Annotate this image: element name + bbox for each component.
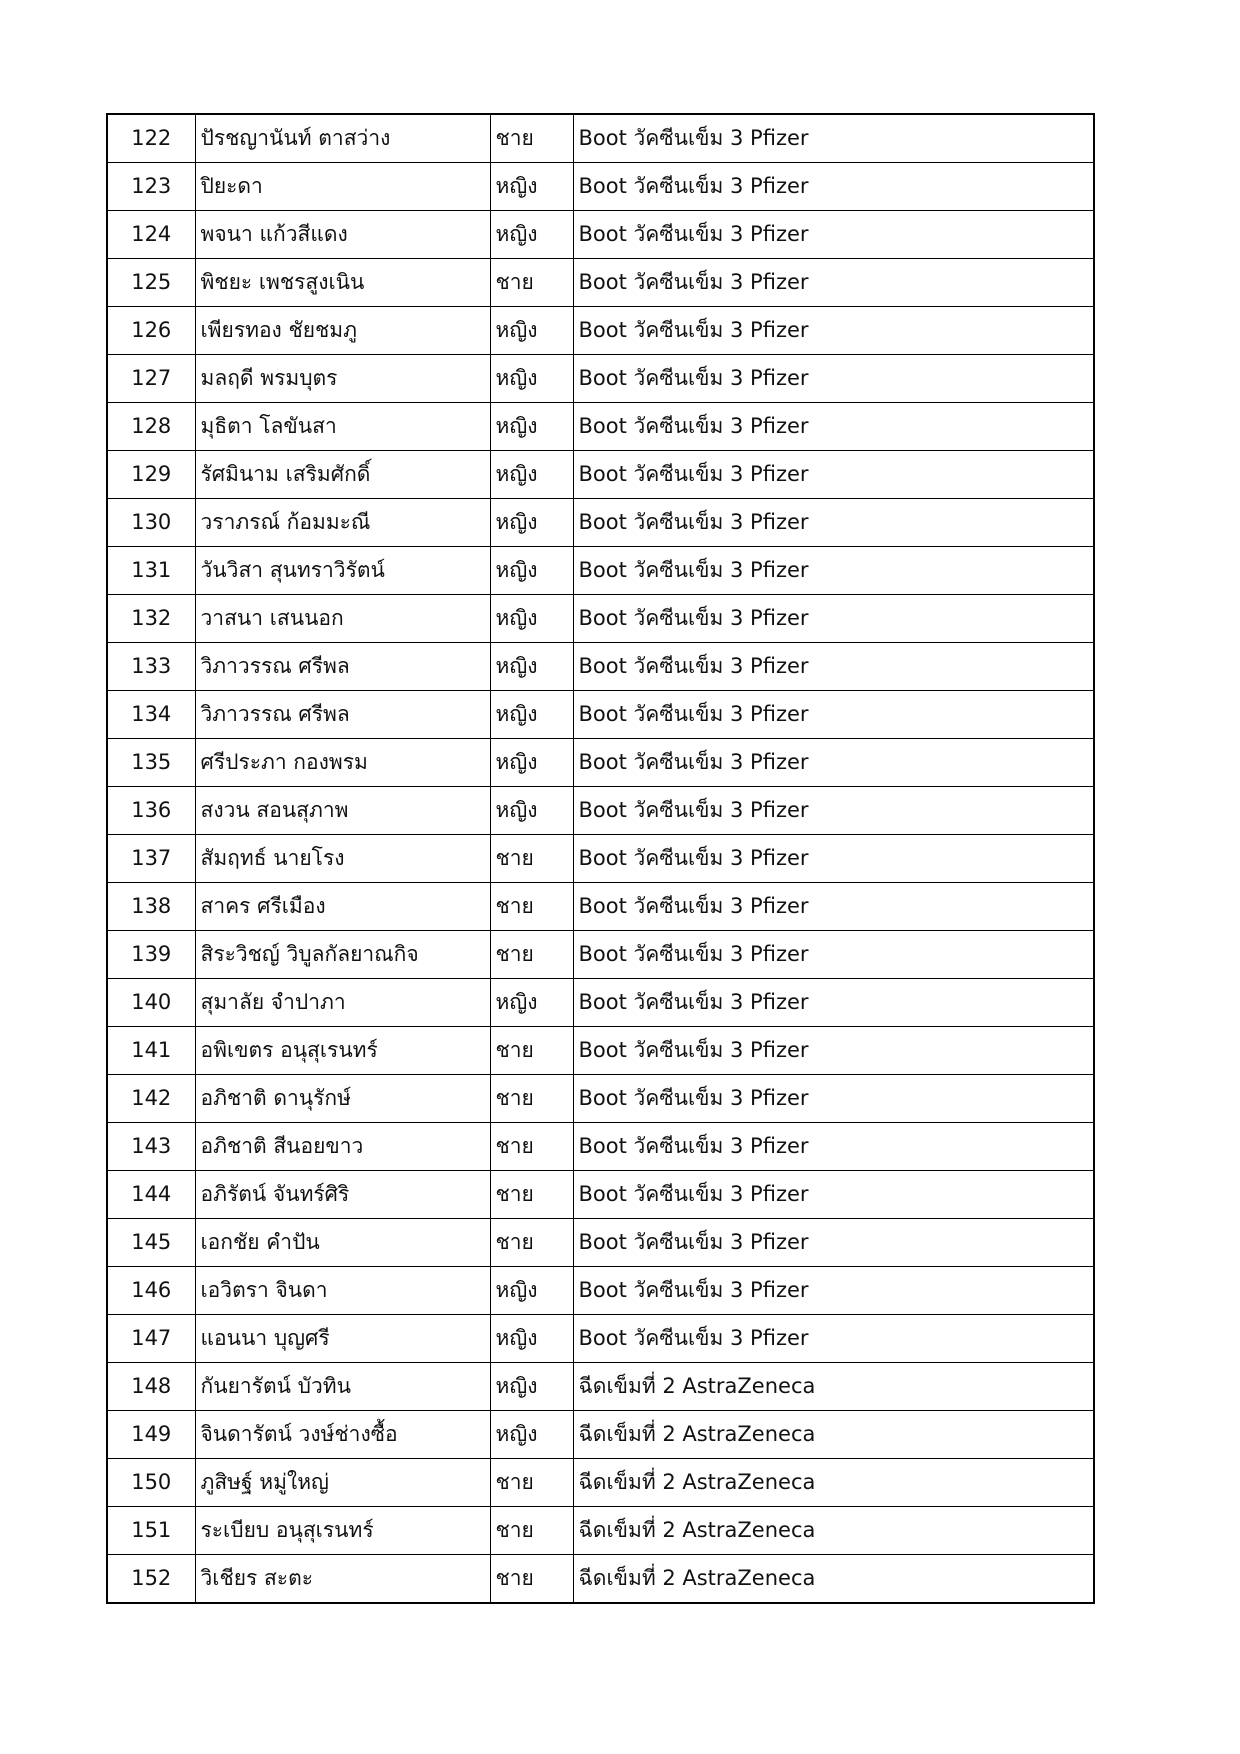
person-name-cell: พิชยะ เพชรสูงเนิน (195, 259, 490, 307)
row-number-cell: 145 (107, 1219, 195, 1267)
person-name-cell: มุธิตา โลขันสา (195, 403, 490, 451)
sex-cell: ชาย (490, 883, 573, 931)
vaccine-info-cell: Boot วัคซีนเข็ม 3 Pfizer (573, 403, 1094, 451)
row-number-cell: 132 (107, 595, 195, 643)
sex-cell: หญิง (490, 211, 573, 259)
sex-cell: หญิง (490, 451, 573, 499)
vaccine-info-cell: Boot วัคซีนเข็ม 3 Pfizer (573, 1267, 1094, 1315)
sex-cell: หญิง (490, 643, 573, 691)
vaccine-info-cell: Boot วัคซีนเข็ม 3 Pfizer (573, 1171, 1094, 1219)
table-row (107, 163, 1094, 211)
vaccine-info-cell: Boot วัคซีนเข็ม 3 Pfizer (573, 787, 1094, 835)
table-row (107, 931, 1094, 979)
vaccination-table-body (107, 114, 1094, 1603)
sex-cell: ชาย (490, 1555, 573, 1604)
row-number-cell: 127 (107, 355, 195, 403)
vaccine-info-cell: ฉีดเข็มที่ 2 AstraZeneca (573, 1459, 1094, 1507)
row-number-cell: 129 (107, 451, 195, 499)
vaccine-info-cell: Boot วัคซีนเข็ม 3 Pfizer (573, 835, 1094, 883)
row-number-cell: 140 (107, 979, 195, 1027)
sex-cell: ชาย (490, 1219, 573, 1267)
sex-cell: ชาย (490, 1027, 573, 1075)
vaccine-info-cell: Boot วัคซีนเข็ม 3 Pfizer (573, 163, 1094, 211)
vaccine-info-cell: ฉีดเข็มที่ 2 AstraZeneca (573, 1555, 1094, 1604)
table-row (107, 1555, 1094, 1604)
person-name-cell: วิภาวรรณ ศรีพล (195, 691, 490, 739)
sex-cell: ชาย (490, 1171, 573, 1219)
person-name-cell: สุมาลัย จำปาภา (195, 979, 490, 1027)
vaccine-info-cell: Boot วัคซีนเข็ม 3 Pfizer (573, 595, 1094, 643)
vaccine-info-cell: Boot วัคซีนเข็ม 3 Pfizer (573, 499, 1094, 547)
sex-cell: หญิง (490, 979, 573, 1027)
person-name-cell: ปัรชญานันท์ ตาสว่าง (195, 114, 490, 163)
person-name-cell: วราภรณ์ ก้อมมะณี (195, 499, 490, 547)
vaccine-info-cell: Boot วัคซีนเข็ม 3 Pfizer (573, 1315, 1094, 1363)
row-number-cell: 142 (107, 1075, 195, 1123)
vaccine-info-cell: Boot วัคซีนเข็ม 3 Pfizer (573, 931, 1094, 979)
table-row (107, 355, 1094, 403)
sex-cell: หญิง (490, 499, 573, 547)
person-name-cell: วาสนา เสนนอก (195, 595, 490, 643)
row-number-cell: 130 (107, 499, 195, 547)
row-number-cell: 152 (107, 1555, 195, 1604)
row-number-cell: 128 (107, 403, 195, 451)
table-row (107, 595, 1094, 643)
table-row (107, 259, 1094, 307)
row-number-cell: 124 (107, 211, 195, 259)
sex-cell: หญิง (490, 403, 573, 451)
vaccine-info-cell: ฉีดเข็มที่ 2 AstraZeneca (573, 1411, 1094, 1459)
table-row (107, 403, 1094, 451)
row-number-cell: 144 (107, 1171, 195, 1219)
person-name-cell: วันวิสา สุนทราวิรัตน์ (195, 547, 490, 595)
table-row (107, 883, 1094, 931)
table-row (107, 1315, 1094, 1363)
row-number-cell: 151 (107, 1507, 195, 1555)
person-name-cell: จินดารัตน์ วงษ์ช่างซื้อ (195, 1411, 490, 1459)
vaccine-info-cell: Boot วัคซีนเข็ม 3 Pfizer (573, 355, 1094, 403)
vaccine-info-cell: Boot วัคซีนเข็ม 3 Pfizer (573, 211, 1094, 259)
table-row (107, 114, 1094, 163)
row-number-cell: 143 (107, 1123, 195, 1171)
sex-cell: หญิง (490, 691, 573, 739)
person-name-cell: ภูสิษฐ์ หมู่ใหญ่ (195, 1459, 490, 1507)
vaccine-info-cell: Boot วัคซีนเข็ม 3 Pfizer (573, 307, 1094, 355)
sex-cell: หญิง (490, 1363, 573, 1411)
table-row (107, 979, 1094, 1027)
sex-cell: ชาย (490, 1507, 573, 1555)
person-name-cell: เอกชัย คำปัน (195, 1219, 490, 1267)
sex-cell: หญิง (490, 739, 573, 787)
table-row (107, 739, 1094, 787)
vaccine-info-cell: ฉีดเข็มที่ 2 AstraZeneca (573, 1363, 1094, 1411)
vaccine-info-cell: Boot วัคซีนเข็ม 3 Pfizer (573, 691, 1094, 739)
row-number-cell: 134 (107, 691, 195, 739)
row-number-cell: 138 (107, 883, 195, 931)
sex-cell: ชาย (490, 114, 573, 163)
sex-cell: หญิง (490, 787, 573, 835)
table-row (107, 1027, 1094, 1075)
vaccine-info-cell: Boot วัคซีนเข็ม 3 Pfizer (573, 1075, 1094, 1123)
table-row (107, 1123, 1094, 1171)
table-row (107, 1411, 1094, 1459)
person-name-cell: สัมฤทธ์ นายโรง (195, 835, 490, 883)
vaccine-info-cell: Boot วัคซีนเข็ม 3 Pfizer (573, 739, 1094, 787)
sex-cell: ชาย (490, 1075, 573, 1123)
table-row (107, 1219, 1094, 1267)
person-name-cell: เอวิตรา จินดา (195, 1267, 490, 1315)
person-name-cell: ศรีประภา กองพรม (195, 739, 490, 787)
row-number-cell: 137 (107, 835, 195, 883)
sex-cell: ชาย (490, 259, 573, 307)
sex-cell: หญิง (490, 1315, 573, 1363)
person-name-cell: อภิรัตน์ จันทร์ศิริ (195, 1171, 490, 1219)
sex-cell: หญิง (490, 307, 573, 355)
row-number-cell: 149 (107, 1411, 195, 1459)
sex-cell: ชาย (490, 931, 573, 979)
person-name-cell: อภิชาติ สีนอยขาว (195, 1123, 490, 1171)
table-row (107, 499, 1094, 547)
table-row (107, 787, 1094, 835)
row-number-cell: 147 (107, 1315, 195, 1363)
sex-cell: หญิง (490, 547, 573, 595)
person-name-cell: มลฤดี พรมบุตร (195, 355, 490, 403)
sex-cell: หญิง (490, 1267, 573, 1315)
person-name-cell: ระเบียบ อนุสุเรนทร์ (195, 1507, 490, 1555)
person-name-cell: พจนา แก้วสีแดง (195, 211, 490, 259)
table-row (107, 1507, 1094, 1555)
vaccine-info-cell: Boot วัคซีนเข็ม 3 Pfizer (573, 259, 1094, 307)
sex-cell: หญิง (490, 595, 573, 643)
row-number-cell: 136 (107, 787, 195, 835)
row-number-cell: 126 (107, 307, 195, 355)
vaccine-info-cell: Boot วัคซีนเข็ม 3 Pfizer (573, 451, 1094, 499)
sex-cell: หญิง (490, 355, 573, 403)
table-row (107, 643, 1094, 691)
sex-cell: ชาย (490, 1459, 573, 1507)
person-name-cell: วิภาวรรณ ศรีพล (195, 643, 490, 691)
vaccine-info-cell: Boot วัคซีนเข็ม 3 Pfizer (573, 547, 1094, 595)
row-number-cell: 150 (107, 1459, 195, 1507)
table-row (107, 211, 1094, 259)
row-number-cell: 122 (107, 114, 195, 163)
row-number-cell: 135 (107, 739, 195, 787)
vaccine-info-cell: Boot วัคซีนเข็ม 3 Pfizer (573, 643, 1094, 691)
sex-cell: ชาย (490, 835, 573, 883)
row-number-cell: 125 (107, 259, 195, 307)
row-number-cell: 133 (107, 643, 195, 691)
vaccination-table (106, 113, 1095, 1604)
table-row (107, 1459, 1094, 1507)
person-name-cell: สงวน สอนสุภาพ (195, 787, 490, 835)
table-row (107, 1075, 1094, 1123)
person-name-cell: แอนนา บุญศรี (195, 1315, 490, 1363)
sex-cell: ชาย (490, 1123, 573, 1171)
vaccine-info-cell: ฉีดเข็มที่ 2 AstraZeneca (573, 1507, 1094, 1555)
table-row (107, 307, 1094, 355)
row-number-cell: 146 (107, 1267, 195, 1315)
person-name-cell: สาคร ศรีเมือง (195, 883, 490, 931)
table-row (107, 691, 1094, 739)
table-row (107, 547, 1094, 595)
table-row (107, 1171, 1094, 1219)
person-name-cell: กันยารัตน์ บัวทิน (195, 1363, 490, 1411)
vaccine-info-cell: Boot วัคซีนเข็ม 3 Pfizer (573, 1027, 1094, 1075)
row-number-cell: 123 (107, 163, 195, 211)
person-name-cell: อภิชาติ ดานุรักษ์ (195, 1075, 490, 1123)
person-name-cell: วิเชียร สะตะ (195, 1555, 490, 1604)
vaccine-info-cell: Boot วัคซีนเข็ม 3 Pfizer (573, 114, 1094, 163)
table-row (107, 451, 1094, 499)
table-row (107, 1267, 1094, 1315)
person-name-cell: ปิยะดา (195, 163, 490, 211)
row-number-cell: 139 (107, 931, 195, 979)
person-name-cell: รัศมินาม เสริมศักดิ์ (195, 451, 490, 499)
person-name-cell: สิระวิชญ์ วิบูลกัลยาณกิจ (195, 931, 490, 979)
row-number-cell: 141 (107, 1027, 195, 1075)
table-row (107, 1363, 1094, 1411)
row-number-cell: 148 (107, 1363, 195, 1411)
sex-cell: หญิง (490, 163, 573, 211)
person-name-cell: อพิเขตร อนุสุเรนทร์ (195, 1027, 490, 1075)
table-row (107, 835, 1094, 883)
person-name-cell: เพียรทอง ชัยชมภู (195, 307, 490, 355)
vaccine-info-cell: Boot วัคซีนเข็ม 3 Pfizer (573, 1219, 1094, 1267)
vaccine-info-cell: Boot วัคซีนเข็ม 3 Pfizer (573, 979, 1094, 1027)
vaccine-info-cell: Boot วัคซีนเข็ม 3 Pfizer (573, 1123, 1094, 1171)
row-number-cell: 131 (107, 547, 195, 595)
sex-cell: หญิง (490, 1411, 573, 1459)
vaccine-info-cell: Boot วัคซีนเข็ม 3 Pfizer (573, 883, 1094, 931)
